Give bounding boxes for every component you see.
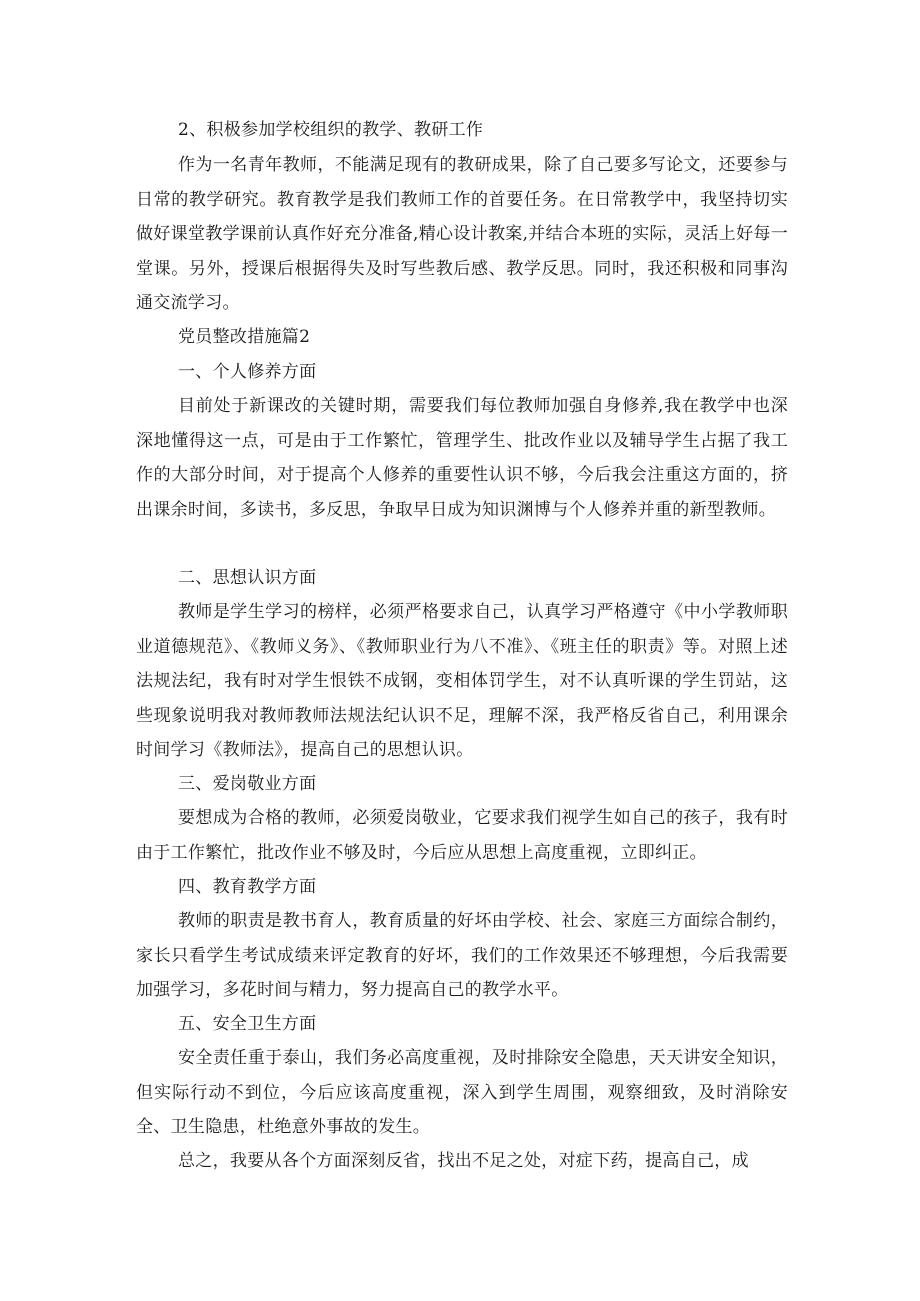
section-heading-job-dedication: 三、爱岗敬业方面 [178, 774, 317, 794]
article-title-rectification-2: 党员整改措施篇2 [178, 327, 311, 347]
section-heading-education-teaching: 四、教育教学方面 [178, 877, 317, 897]
body-paragraph-job-dedication: 要想成为合格的教师，必须爱岗敬业，它要求我们视学生如自己的孩子，我有时由于工作繁忙，批改作业不够及时，今后应从思想上高度重视，立即纠正。 [136, 808, 788, 863]
section-heading-safety-hygiene: 五、安全卫生方面 [178, 1014, 317, 1034]
body-paragraph-ideological-understanding: 教师是学生学习的榜样，必须严格要求自己，认真学习严格遵守《中小学教师职业道德规范》、《教师义务》、《教师职业行为八不准》、《班主任的职责》等。对照上述法规法纪，我有时对学生恨铁不成钢，变相体罚学生，对不认真听课的学生罚站，这些现象说明我对教师教师法规法纪认识不足，理解不深，我严格反省自己，利用课余时间学习《教师法》，提高自己的思想认识。 [136, 602, 788, 760]
section-heading-personal-cultivation: 一、个人修养方面 [178, 362, 317, 382]
section-heading-teaching-research: 2、积极参加学校组织的教学、教研工作 [178, 120, 484, 140]
body-paragraph-safety-hygiene: 安全责任重于泰山，我们务必高度重视，及时排除安全隐患，天天讲安全知识，但实际行动不到位，今后应该高度重视，深入到学生周围，观察细致，及时消除安全、卫生隐患，杜绝意外事故的发生。 [136, 1048, 788, 1137]
body-paragraph-teaching-research: 作为一名青年教师，不能满足现有的教研成果，除了自己要多写论文，还要参与日常的教学研究。教育教学是我们教师工作的首要任务。在日常教学中，我坚持切实做好课堂教学课前认真作好充分准备,精心设计教案,并结合本班的实际，灵活上好每一堂课。另外，授课后根据得失及时写些教后感、教学反思。同时，我还积极和同事沟通交流学习。 [136, 155, 788, 313]
section-heading-ideological-understanding: 二、思想认识方面 [178, 568, 317, 588]
body-paragraph-conclusion: 总之，我要从各个方面深刻反省，找出不足之处，对症下药，提高自己，成 [178, 1151, 749, 1171]
body-paragraph-education-teaching: 教师的职责是教书育人，教育质量的好坏由学校、社会、家庭三方面综合制约，家长只看学生考试成绩来评定教育的好坏，我们的工作效果还不够理想，今后我需要加强学习，多花时间与精力，努力提高自己的教学水平。 [136, 911, 788, 1000]
body-paragraph-personal-cultivation: 目前处于新课改的关键时期，需要我们每位教师加强自身修养,我在教学中也深深地懂得这一点，可是由于工作繁忙，管理学生、批改作业以及辅导学生占据了我工作的大部分时间，对于提高个人修养的重要性认识不够，今后我会注重这方面的，挤出课余时间，多读书，多反思，争取早日成为知识渊博与个人修养并重的新型教师。 [136, 396, 788, 520]
